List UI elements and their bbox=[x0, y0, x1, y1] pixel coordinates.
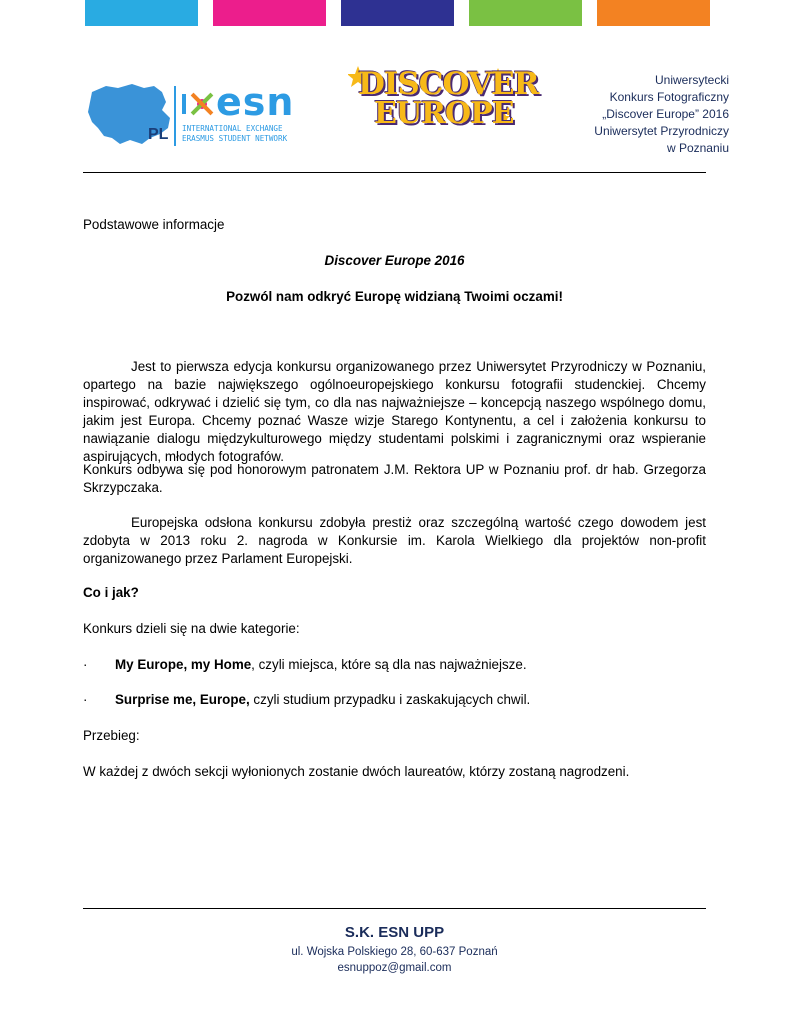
bullet: · bbox=[83, 657, 88, 672]
color-bar-navy bbox=[341, 0, 454, 26]
europe-word: EUROPE bbox=[374, 96, 514, 131]
footer-org-name: S.K. ESN UPP bbox=[344, 924, 445, 941]
patronage-paragraph: Konkurs odbywa się pod honorowym patronatem J.M. Rektora UP w Poznaniu prof. dr hab. Grzegorza Skrzypczaka. bbox=[83, 462, 706, 495]
category-description: , czyli miejsca, które są dla nas najważniejsze. bbox=[251, 657, 527, 672]
info-line: Uniwersytet Przyrodniczy bbox=[594, 124, 729, 138]
categories-intro: Konkurs dzieli się na dwie kategorie: bbox=[83, 621, 300, 636]
color-bar-orange bbox=[597, 0, 710, 26]
category-name: Surprise me, Europe, bbox=[115, 692, 250, 707]
info-line: Konkurs Fotograficzny bbox=[609, 90, 729, 104]
color-bar-cyan bbox=[85, 0, 198, 26]
contest-info-block bbox=[594, 72, 729, 157]
pl-label: PL bbox=[148, 126, 169, 143]
discover-word: DISCOVER bbox=[358, 66, 539, 102]
info-line: Uniwersytecki bbox=[654, 73, 729, 87]
prestige-paragraph: Europejska odsłona konkursu zdobyła prestiż oraz szczególną wartość czego dowodem jest zdobyta w 2013 roku 2. nagroda w Konkursie im. Karola Wielkiego dla projektów non-profit organizowanego przez Parlament Europejski. bbox=[83, 515, 706, 566]
info-line: „Discover Europe” 2016 bbox=[602, 107, 729, 121]
document-title: Discover Europe 2016 bbox=[324, 253, 465, 268]
esn-poland-logo bbox=[84, 82, 304, 148]
footer-email[interactable]: esnuppoz@gmail.com bbox=[337, 962, 452, 974]
esn-wordmark: esn bbox=[216, 80, 295, 124]
category-name: My Europe, my Home bbox=[115, 657, 252, 672]
color-bar-magenta bbox=[213, 0, 326, 26]
footer-address: ul. Wojska Polskiego 28, 60-637 Poznań bbox=[291, 946, 498, 958]
category-list-item bbox=[83, 691, 706, 709]
section-label: Podstawowe informacje bbox=[83, 217, 225, 232]
discover-europe-logo bbox=[348, 62, 539, 134]
info-line: w Poznaniu bbox=[666, 141, 729, 155]
heading-przebieg: Przebieg: bbox=[83, 728, 140, 743]
intro-paragraph: Jest to pierwsza edycja konkursu organizowanego przez Uniwersytet Przyrodniczy w Poznaniu, opartego na bazie największego ogólnoeuropejskiego konkursu fotografii studenckiej. Chcemy inspirować, odkrywać i dzielić się tym, co dla nas najważniejsze – koncepcją naszego wspólnego domu, jakim jest Europa. Chcemy poznać Wasze wizje Starego Kontynentu, a cel i założenia konkursu to nawiązanie dialogu międzykulturowego między studentami polskimi i zagranicznymi oraz wspieranie aspirujących, młodych fotografów. bbox=[83, 359, 706, 464]
category-list-item bbox=[83, 656, 706, 674]
przebieg-text: W każdej z dwóch sekcji wyłonionych zostanie dwóch laureatów, którzy zostaną nagrodzeni. bbox=[83, 764, 630, 779]
header-rule bbox=[83, 172, 706, 173]
footer-rule bbox=[83, 908, 706, 909]
esn-tagline-1: INTERNATIONAL EXCHANGE bbox=[182, 124, 283, 133]
heading-co-i-jak: Co i jak? bbox=[83, 585, 139, 600]
esn-star-icon bbox=[182, 90, 216, 118]
color-bar-green bbox=[469, 0, 582, 26]
bullet: · bbox=[83, 692, 88, 707]
esn-tagline-2: ERASMUS STUDENT NETWORK bbox=[182, 134, 288, 143]
logo-divider bbox=[174, 86, 176, 146]
category-description: czyli studium przypadku i zaskakujących chwil. bbox=[249, 692, 531, 707]
document-subtitle: Pozwól nam odkryć Europę widzianą Twoimi oczami! bbox=[226, 289, 563, 304]
